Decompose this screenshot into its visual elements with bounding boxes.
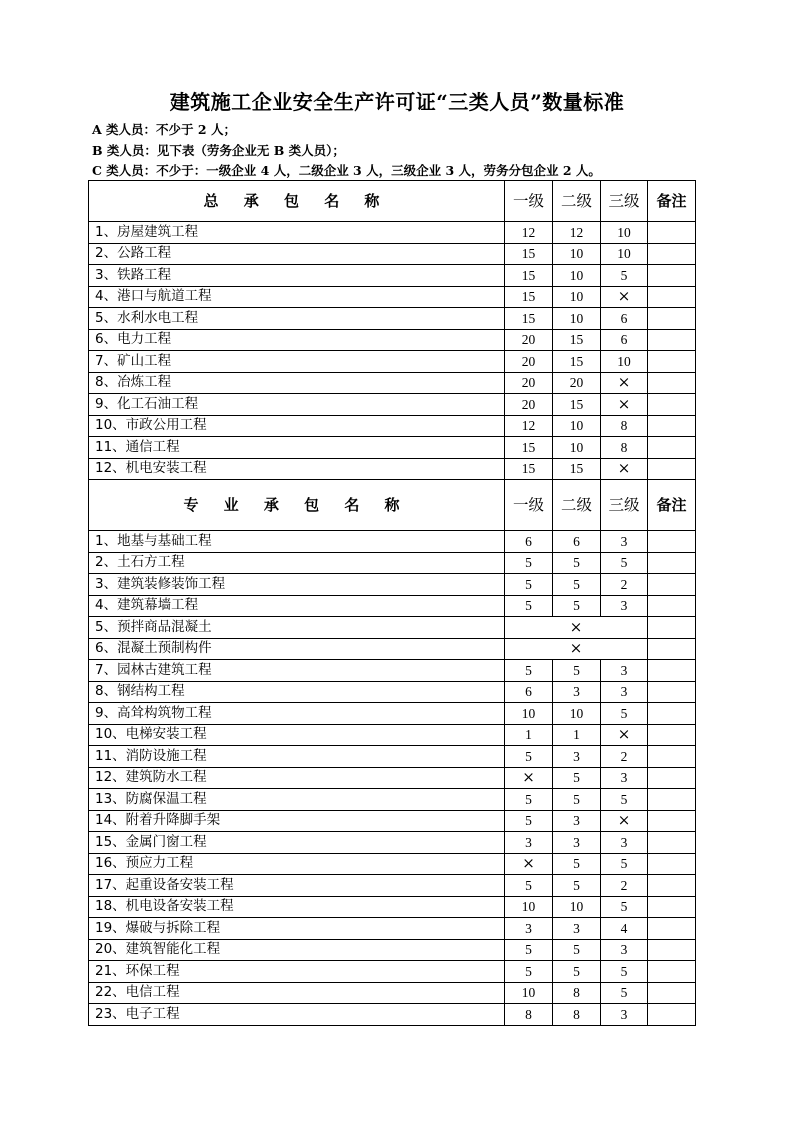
row-remark: [648, 286, 696, 308]
table-row: [89, 351, 696, 373]
table-row: [89, 372, 696, 394]
row-name: 2、土石方工程: [89, 552, 505, 574]
row-remark: [648, 961, 696, 983]
row-value-level3: ×: [601, 724, 648, 746]
row-remark: [648, 531, 696, 553]
row-name: 15、金属门窗工程: [89, 832, 505, 854]
col-level2: 二级: [553, 181, 601, 222]
row-value-level1: 5: [505, 810, 553, 832]
table-header-row: [89, 480, 696, 531]
col-level1: 一级: [505, 480, 553, 531]
row-name: 9、高耸构筑物工程: [89, 703, 505, 725]
table-row: [89, 810, 696, 832]
table-row: [89, 703, 696, 725]
row-value-level1: 3: [505, 918, 553, 940]
row-value-level1: 15: [505, 437, 553, 459]
row-value-level2: 10: [553, 265, 601, 287]
row-name: 17、起重设备安装工程: [89, 875, 505, 897]
row-remark: [648, 308, 696, 330]
row-value-level1: 20: [505, 372, 553, 394]
table-row: [89, 961, 696, 983]
table-row: [89, 458, 696, 480]
row-value-level2: 8: [553, 1004, 601, 1026]
row-value-level3: 3: [601, 531, 648, 553]
row-name: 13、防腐保温工程: [89, 789, 505, 811]
row-value-level1: 15: [505, 265, 553, 287]
row-name: 2、公路工程: [89, 243, 505, 265]
row-value-level3: 3: [601, 681, 648, 703]
row-value-level1: 20: [505, 351, 553, 373]
row-value-level1: 5: [505, 875, 553, 897]
row-value-level1: 6: [505, 681, 553, 703]
table-row: [89, 531, 696, 553]
table-row: [89, 875, 696, 897]
row-value-level1: 20: [505, 394, 553, 416]
row-value-level2: 5: [553, 853, 601, 875]
row-value-level1: 5: [505, 746, 553, 768]
row-name: 7、园林古建筑工程: [89, 660, 505, 682]
row-remark: [648, 1004, 696, 1026]
row-name: 8、冶炼工程: [89, 372, 505, 394]
row-name: 6、电力工程: [89, 329, 505, 351]
row-remark: [648, 982, 696, 1004]
row-remark: [648, 552, 696, 574]
table-row: [89, 265, 696, 287]
row-name: 16、预应力工程: [89, 853, 505, 875]
row-value-level1: 10: [505, 896, 553, 918]
table-row: [89, 552, 696, 574]
row-value-level1: 5: [505, 961, 553, 983]
row-name: 20、建筑智能化工程: [89, 939, 505, 961]
row-value-level3: 6: [601, 308, 648, 330]
row-value-level2: 5: [553, 875, 601, 897]
row-value-level3: 2: [601, 875, 648, 897]
row-value-level3: ×: [601, 286, 648, 308]
row-value-level1: 15: [505, 458, 553, 480]
row-value-level1: 5: [505, 939, 553, 961]
row-name: 10、电梯安装工程: [89, 724, 505, 746]
row-name: 11、消防设施工程: [89, 746, 505, 768]
row-value-level3: 6: [601, 329, 648, 351]
row-remark: [648, 458, 696, 480]
row-value-level1: 5: [505, 660, 553, 682]
row-remark: [648, 789, 696, 811]
table-row: [89, 308, 696, 330]
row-name: 5、水利水电工程: [89, 308, 505, 330]
row-value-level1: 12: [505, 415, 553, 437]
table-row: [89, 660, 696, 682]
row-value-level2: 5: [553, 767, 601, 789]
row-value-level1: ×: [505, 767, 553, 789]
merged-value: ×: [505, 617, 648, 639]
col-remark: 备注: [648, 480, 696, 531]
col-level3: 三级: [601, 480, 648, 531]
row-value-level3: 5: [601, 961, 648, 983]
row-value-level3: 5: [601, 896, 648, 918]
row-name: 19、爆破与拆除工程: [89, 918, 505, 940]
row-value-level2: 3: [553, 810, 601, 832]
col-level3: 三级: [601, 181, 648, 222]
row-value-level2: 8: [553, 982, 601, 1004]
row-value-level3: 3: [601, 1004, 648, 1026]
table-row: [89, 243, 696, 265]
row-value-level1: 5: [505, 789, 553, 811]
row-value-level2: 1: [553, 724, 601, 746]
table-header-row: [89, 181, 696, 222]
row-value-level3: 5: [601, 552, 648, 574]
table-row: [89, 595, 696, 617]
col-level2: 二级: [553, 480, 601, 531]
table-row: [89, 918, 696, 940]
row-value-level3: 4: [601, 918, 648, 940]
row-value-level3: ×: [601, 458, 648, 480]
row-remark: [648, 243, 696, 265]
row-name: 12、机电安装工程: [89, 458, 505, 480]
row-value-level3: 3: [601, 767, 648, 789]
row-value-level2: 5: [553, 789, 601, 811]
standards-table: [88, 180, 696, 1026]
row-value-level2: 15: [553, 394, 601, 416]
row-value-level1: 15: [505, 243, 553, 265]
row-value-level1: 3: [505, 832, 553, 854]
row-value-level3: 5: [601, 265, 648, 287]
row-name: 10、市政公用工程: [89, 415, 505, 437]
row-name: 14、附着升降脚手架: [89, 810, 505, 832]
table-row: [89, 767, 696, 789]
row-value-level2: 5: [553, 939, 601, 961]
row-value-level2: 3: [553, 746, 601, 768]
row-value-level3: 8: [601, 437, 648, 459]
row-name: 6、混凝土预制构件: [89, 638, 505, 660]
row-remark: [648, 638, 696, 660]
row-remark: [648, 265, 696, 287]
row-value-level2: 10: [553, 308, 601, 330]
row-value-level1: 5: [505, 595, 553, 617]
row-value-level2: 5: [553, 574, 601, 596]
table-row: [89, 896, 696, 918]
table-row: [89, 394, 696, 416]
table-row: [89, 1004, 696, 1026]
row-value-level1: 15: [505, 308, 553, 330]
row-value-level3: 2: [601, 574, 648, 596]
note-a: A 类人员：不少于 2 人；: [92, 122, 236, 137]
row-name: 4、港口与航道工程: [89, 286, 505, 308]
row-value-level1: 8: [505, 1004, 553, 1026]
row-value-level2: 10: [553, 286, 601, 308]
row-value-level1: 6: [505, 531, 553, 553]
row-value-level3: ×: [601, 372, 648, 394]
row-name: 4、建筑幕墙工程: [89, 595, 505, 617]
row-name: 3、建筑装修装饰工程: [89, 574, 505, 596]
table-row: [89, 681, 696, 703]
table-row: [89, 832, 696, 854]
row-remark: [648, 767, 696, 789]
row-remark: [648, 415, 696, 437]
row-value-level2: 5: [553, 660, 601, 682]
row-value-level3: 10: [601, 222, 648, 244]
row-value-level2: 10: [553, 896, 601, 918]
row-value-level2: 5: [553, 961, 601, 983]
row-name: 5、预拌商品混凝土: [89, 617, 505, 639]
row-remark: [648, 853, 696, 875]
row-value-level2: 15: [553, 351, 601, 373]
table-row: [89, 617, 696, 639]
row-remark: [648, 329, 696, 351]
row-value-level2: 3: [553, 681, 601, 703]
row-value-level1: 20: [505, 329, 553, 351]
row-value-level2: 6: [553, 531, 601, 553]
row-value-level3: 5: [601, 853, 648, 875]
row-value-level2: 10: [553, 415, 601, 437]
row-name: 12、建筑防水工程: [89, 767, 505, 789]
row-name: 3、铁路工程: [89, 265, 505, 287]
row-value-level1: 5: [505, 574, 553, 596]
row-name: 23、电子工程: [89, 1004, 505, 1026]
row-value-level2: 20: [553, 372, 601, 394]
row-value-level3: 3: [601, 939, 648, 961]
row-remark: [648, 724, 696, 746]
table-row: [89, 286, 696, 308]
row-remark: [648, 681, 696, 703]
row-value-level3: 3: [601, 832, 648, 854]
row-remark: [648, 394, 696, 416]
row-value-level2: 10: [553, 437, 601, 459]
row-remark: [648, 595, 696, 617]
section-header: 总 承 包 名 称: [89, 181, 505, 222]
row-value-level2: 12: [553, 222, 601, 244]
row-value-level3: 10: [601, 351, 648, 373]
row-name: 22、电信工程: [89, 982, 505, 1004]
row-name: 9、化工石油工程: [89, 394, 505, 416]
row-value-level3: 3: [601, 660, 648, 682]
row-value-level2: 10: [553, 703, 601, 725]
row-remark: [648, 918, 696, 940]
row-name: 18、机电设备安装工程: [89, 896, 505, 918]
row-value-level1: 5: [505, 552, 553, 574]
row-name: 11、通信工程: [89, 437, 505, 459]
row-name: 1、房屋建筑工程: [89, 222, 505, 244]
row-value-level2: 3: [553, 832, 601, 854]
row-value-level3: 2: [601, 746, 648, 768]
row-value-level3: 8: [601, 415, 648, 437]
row-value-level2: 5: [553, 595, 601, 617]
notes: [92, 120, 601, 182]
table-row: [89, 982, 696, 1004]
row-value-level3: ×: [601, 810, 648, 832]
row-remark: [648, 660, 696, 682]
row-remark: [648, 222, 696, 244]
table-row: [89, 724, 696, 746]
row-remark: [648, 574, 696, 596]
row-value-level2: 3: [553, 918, 601, 940]
row-value-level3: 3: [601, 595, 648, 617]
section-header: 专 业 承 包 名 称: [89, 480, 505, 531]
merged-value: ×: [505, 638, 648, 660]
row-remark: [648, 372, 696, 394]
row-name: 1、地基与基础工程: [89, 531, 505, 553]
row-value-level1: 10: [505, 703, 553, 725]
row-name: 21、环保工程: [89, 961, 505, 983]
row-value-level3: 5: [601, 982, 648, 1004]
row-remark: [648, 875, 696, 897]
table-row: [89, 853, 696, 875]
row-value-level1: 12: [505, 222, 553, 244]
row-value-level1: 10: [505, 982, 553, 1004]
row-remark: [648, 810, 696, 832]
table-row: [89, 437, 696, 459]
row-value-level2: 15: [553, 329, 601, 351]
row-value-level1: ×: [505, 853, 553, 875]
row-name: 7、矿山工程: [89, 351, 505, 373]
row-value-level1: 1: [505, 724, 553, 746]
note-c: C 类人员：不少于：一级企业 4 人，二级企业 3 人，三级企业 3 人，劳务分包企业 2 人。: [92, 163, 601, 178]
row-value-level2: 5: [553, 552, 601, 574]
row-remark: [648, 437, 696, 459]
row-value-level2: 15: [553, 458, 601, 480]
row-remark: [648, 746, 696, 768]
row-remark: [648, 703, 696, 725]
row-name: 8、钢结构工程: [89, 681, 505, 703]
row-remark: [648, 351, 696, 373]
table-row: [89, 222, 696, 244]
row-remark: [648, 832, 696, 854]
table-row: [89, 939, 696, 961]
row-value-level3: 5: [601, 789, 648, 811]
note-b: B 类人员：见下表（劳务企业无 B 类人员）；: [92, 142, 345, 158]
table-row: [89, 789, 696, 811]
table-row: [89, 574, 696, 596]
row-value-level3: 5: [601, 703, 648, 725]
row-value-level1: 15: [505, 286, 553, 308]
table-row: [89, 746, 696, 768]
row-remark: [648, 896, 696, 918]
table-row: [89, 415, 696, 437]
row-remark: [648, 617, 696, 639]
page-title: 建筑施工企业安全生产许可证“三类人员”数量标准: [169, 90, 625, 114]
row-value-level3: ×: [601, 394, 648, 416]
row-remark: [648, 939, 696, 961]
col-remark: 备注: [648, 181, 696, 222]
col-level1: 一级: [505, 181, 553, 222]
row-value-level3: 10: [601, 243, 648, 265]
table-row: [89, 329, 696, 351]
row-value-level2: 10: [553, 243, 601, 265]
table-row: [89, 638, 696, 660]
